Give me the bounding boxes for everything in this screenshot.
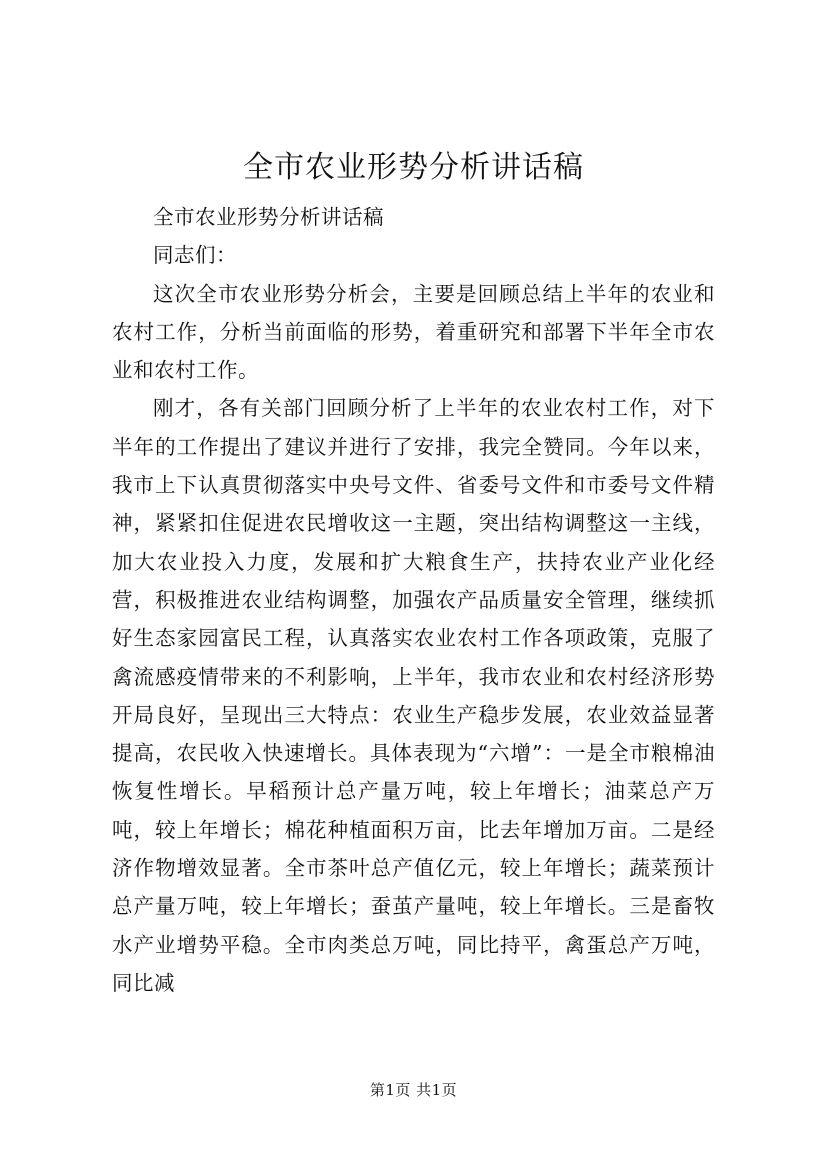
paragraph-salutation: 同志们： (153, 243, 237, 268)
page-footer: 第1页 共1页 (369, 1081, 458, 1099)
paragraph-intro: 这次全市农业形势分析会，主要是回顾总结上半年的农业和农村工作，分析当前面临的形势，着重研究和部署下半年全市农业和农村工作。 (112, 281, 715, 383)
document-title: 全市农业形势分析讲话稿 (243, 150, 584, 185)
paragraph-subtitle: 全市农业形势分析讲话稿 (153, 205, 384, 229)
document-body (112, 198, 715, 1002)
paragraph-review: 刚才，各有关部门回顾分析了上半年的农业农村工作，对下半年的工作提出了建议并进行了安排，我完全赞同。今年以来，我市上下认真贯彻落实中央号文件、省委号文件和市委号文件精神，紧紧扣住促进农民增收这一主题，突出结构调整这一主线，加大农业投入力度，发展和扩大粮食生产，扶持农业产业化经营，积极推进农业结构调整，加强农产品质量安全管理，继续抓好生态家园富民工程，认真落实农业农村工作各项政策，克服了禽流感疫情带来的不利影响，上半年，我市农业和农村经济形势开局良好，呈现出三大特点：农业生产稳步发展，农业效益显著提高，农民收入快速增长。具体表现为“六增”：一是全市粮棉油恢复性增长。早稻预计总产量万吨，较上年增长；油菜总产万吨，较上年增长；棉花种植面积万亩，比去年增加万亩。二是经济作物增效显著。全市茶叶总产值亿元，较上年增长；蔬菜预计总产量万吨，较上年增长；蚕茧产量吨，较上年增长。三是畜牧水产业增势平稳。全市肉类总万吨，同比持平，禽蛋总产万吨，同比减 (112, 396, 715, 995)
